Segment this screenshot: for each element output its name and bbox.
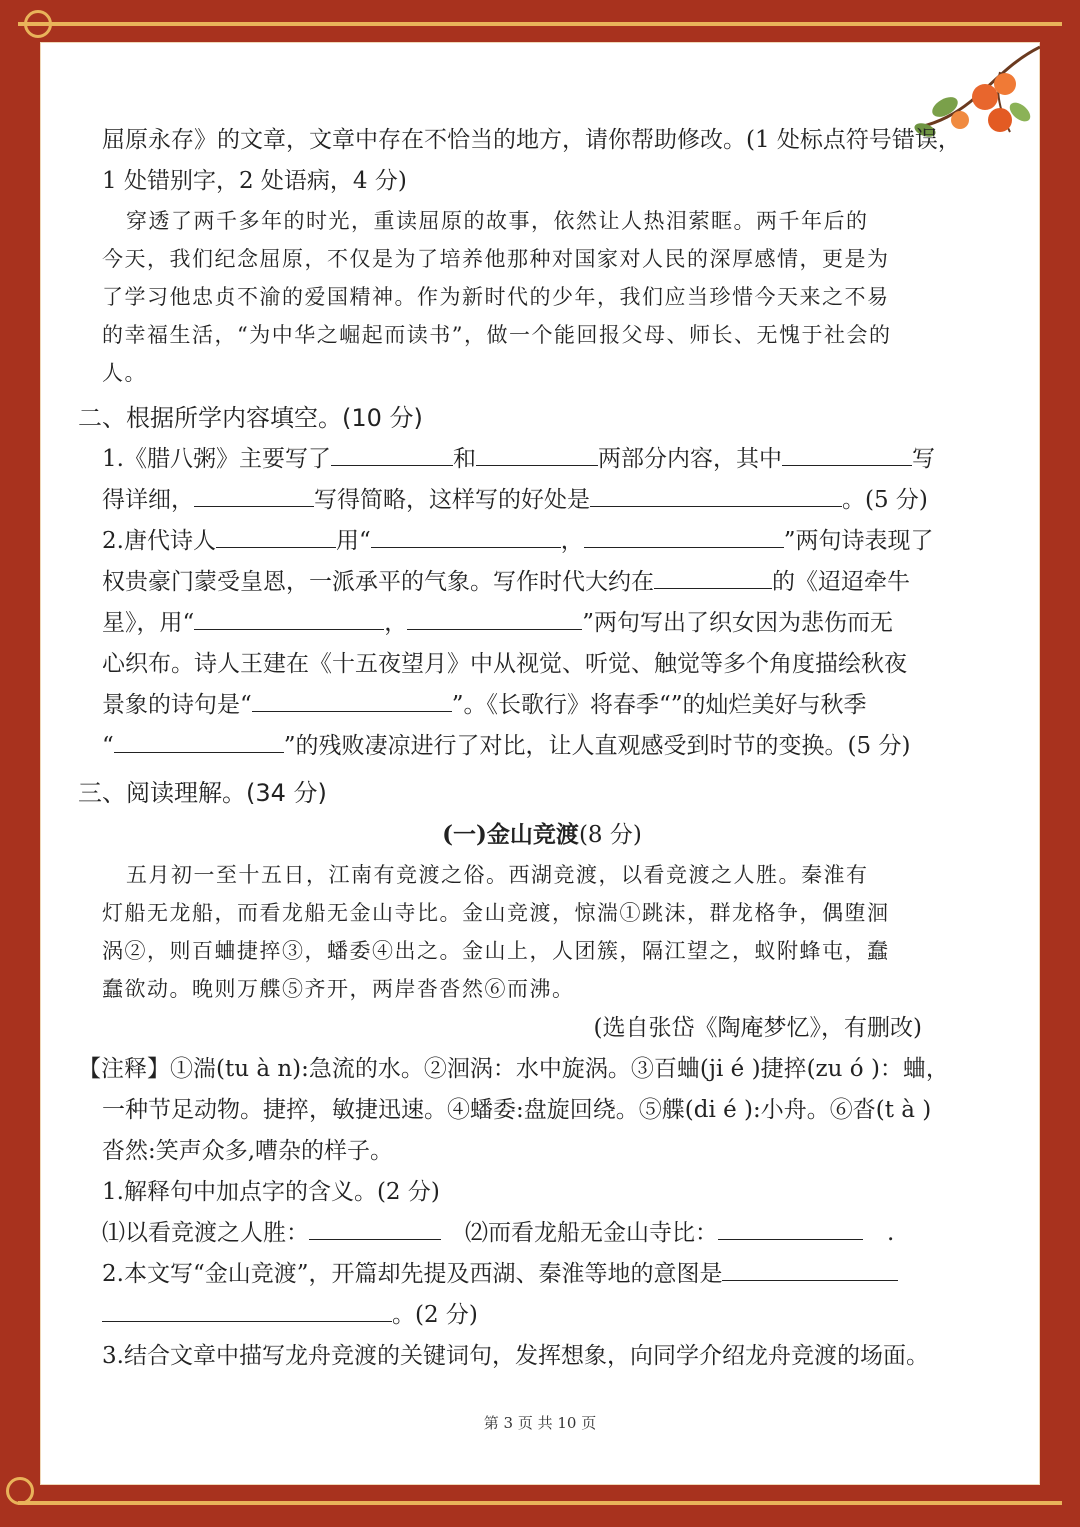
answer-blank[interactable] xyxy=(590,480,842,507)
intro-line: 屈原永存》的文章，文章中存在不恰当的地方，请你帮助修改。(1 处标点符号错误， xyxy=(102,127,961,153)
question-text: 写 xyxy=(911,446,935,472)
question-text: “ xyxy=(102,733,114,759)
question-text: 星》，用“ xyxy=(102,610,195,636)
passage-line: 的幸福生活，“为中华之崛起而读书”，做一个能回报父母、师长、无愧于社会的 xyxy=(102,323,892,347)
question-text: ， xyxy=(384,610,408,636)
note-line: 【注释】①湍(tu à n):急流的水。②洄涡：水中旋涡。③百蛐(ji é )捷捽(zu ó )：蛐， xyxy=(78,1056,949,1082)
answer-blank[interactable] xyxy=(194,603,384,630)
question-line xyxy=(102,562,982,603)
answer-blank[interactable] xyxy=(476,439,598,466)
subtitle-score: (8 分) xyxy=(578,822,642,848)
question-text: ”。《长歌行》将春季“”的灿烂美好与秋季 xyxy=(451,692,867,718)
answer-blank[interactable] xyxy=(194,480,314,507)
passage-line: 人。 xyxy=(102,361,147,385)
question-line xyxy=(102,439,982,480)
answer-blank[interactable] xyxy=(216,521,336,548)
answer-blank[interactable] xyxy=(331,439,453,466)
question-text: ⑵而看龙船无金山寺比： xyxy=(465,1220,718,1246)
question-text: . xyxy=(887,1220,895,1246)
question-line xyxy=(102,603,982,644)
question-line xyxy=(102,1295,982,1336)
document-body xyxy=(78,120,982,1377)
page-number: 第 3 页 共 10 页 xyxy=(483,1414,597,1432)
answer-blank[interactable] xyxy=(114,726,284,753)
question-text: 。(2 分) xyxy=(392,1302,478,1328)
passage-line: 了学习他忠贞不渝的爱国精神。作为新时代的少年，我们应当珍惜今天来之不易 xyxy=(102,285,890,309)
passage-line: 今天，我们纪念屈原，不仅是为了培养他那种对国家对人民的深厚感情，更是为 xyxy=(102,247,890,271)
question-text: 用“ xyxy=(335,528,371,554)
question-line xyxy=(102,521,982,562)
reading-subtitle xyxy=(102,814,982,856)
question-text: ⑴以看竞渡之人胜： xyxy=(102,1220,309,1246)
answer-blank[interactable] xyxy=(407,603,582,630)
question-line xyxy=(102,726,982,767)
question-line: 3.结合文章中描写龙舟竞渡的关键词句，发挥想象，向同学介绍龙舟竞渡的场面。 xyxy=(102,1343,929,1369)
top-ornament-line xyxy=(18,22,1062,26)
question-text: ， xyxy=(560,528,584,554)
question-text: 写得简略，这样写的好处是 xyxy=(314,487,590,513)
question-text: ”两句写出了织女因为悲伤而无 xyxy=(582,610,894,636)
answer-blank[interactable] xyxy=(252,685,452,712)
question-text: 和 xyxy=(452,446,476,472)
annotations xyxy=(78,1049,982,1172)
answer-blank[interactable] xyxy=(718,1213,863,1240)
passage-source: (选自张岱《陶庵梦忆》，有删改) xyxy=(593,1015,922,1041)
question-line xyxy=(102,480,982,521)
question-text: 。(5 分) xyxy=(842,487,928,513)
note-line: 一种节足动物。捷捽，敏捷迅速。④蟠委:盘旋回绕。⑤艓(di é ):小舟。⑥沓(t à ) xyxy=(102,1097,932,1123)
question-text: ”两句诗表现了 xyxy=(783,528,934,554)
answer-blank[interactable] xyxy=(654,562,772,589)
question-text: 两部分内容，其中 xyxy=(597,446,782,472)
answer-blank[interactable] xyxy=(309,1213,441,1240)
question-line xyxy=(102,685,982,726)
bottom-ornament-line xyxy=(18,1501,1062,1505)
question-text: 权贵豪门蒙受皇恩，一派承平的气象。写作时代大约在 xyxy=(102,569,654,595)
question-line xyxy=(102,1213,982,1254)
question-text: 得详细， xyxy=(102,487,194,513)
answer-blank[interactable] xyxy=(722,1254,898,1281)
question-text: 2.本文写“金山竞渡”，开篇却先提及西湖、秦淮等地的意图是 xyxy=(102,1261,723,1287)
question-line xyxy=(102,1254,982,1295)
exam-page xyxy=(40,42,1040,1485)
question-text: 2.唐代诗人 xyxy=(102,528,216,554)
note-line: 沓然:笑声众多,嘈杂的样子。 xyxy=(102,1138,394,1164)
answer-blank[interactable] xyxy=(371,521,561,548)
passage-line: 五月初一至十五日，江南有竞渡之俗。西湖竞渡，以看竞渡之人胜。秦淮有 xyxy=(126,863,869,887)
answer-blank[interactable] xyxy=(782,439,912,466)
question-text: 1.《腊八粥》主要写了 xyxy=(102,446,331,472)
passage-line: 穿透了两千多年的时光，重读屈原的故事，依然让人热泪萦眶。两千年后的 xyxy=(126,209,869,233)
answer-blank[interactable] xyxy=(102,1295,392,1322)
passage-line: 灯船无龙船，而看龙船无金山寺比。金山竞渡，惊湍①跳沫，群龙格争，偶堕洄 xyxy=(102,901,890,925)
question-line: 1.解释句中加点字的含义。(2 分) xyxy=(102,1179,440,1205)
question-text: 的《迢迢牵牛 xyxy=(772,569,910,595)
passage-line: 涡②，则百蛐捷捽③，蟠委④出之。金山上，人团簇，隔江望之，蚁附蜂屯，蠢 xyxy=(102,939,890,963)
question-text: 景象的诗句是“ xyxy=(102,692,252,718)
section-title: 二、根据所学内容填空。(10 分) xyxy=(78,404,423,432)
corner-cloud-ornament xyxy=(24,10,52,38)
answer-blank[interactable] xyxy=(584,521,784,548)
question-line: 心织布。诗人王建在《十五夜望月》中从视觉、听觉、触觉等多个角度描绘秋夜 xyxy=(102,651,907,677)
intro-line: 1 处错别字，2 处语病，4 分) xyxy=(102,168,407,194)
section-title: 三、阅读理解。(34 分) xyxy=(78,779,327,807)
subtitle-text: (一)金山竞渡 xyxy=(442,821,579,848)
classical-passage xyxy=(102,856,982,1008)
corner-cloud-ornament xyxy=(6,1477,34,1505)
revision-passage xyxy=(102,202,982,392)
passage-line: 蠢欲动。晚则万艓⑤齐开，两岸沓沓然⑥而沸。 xyxy=(102,977,575,1001)
question-text: ”的残败凄凉进行了对比，让人直观感受到时节的变换。(5 分) xyxy=(283,733,911,759)
